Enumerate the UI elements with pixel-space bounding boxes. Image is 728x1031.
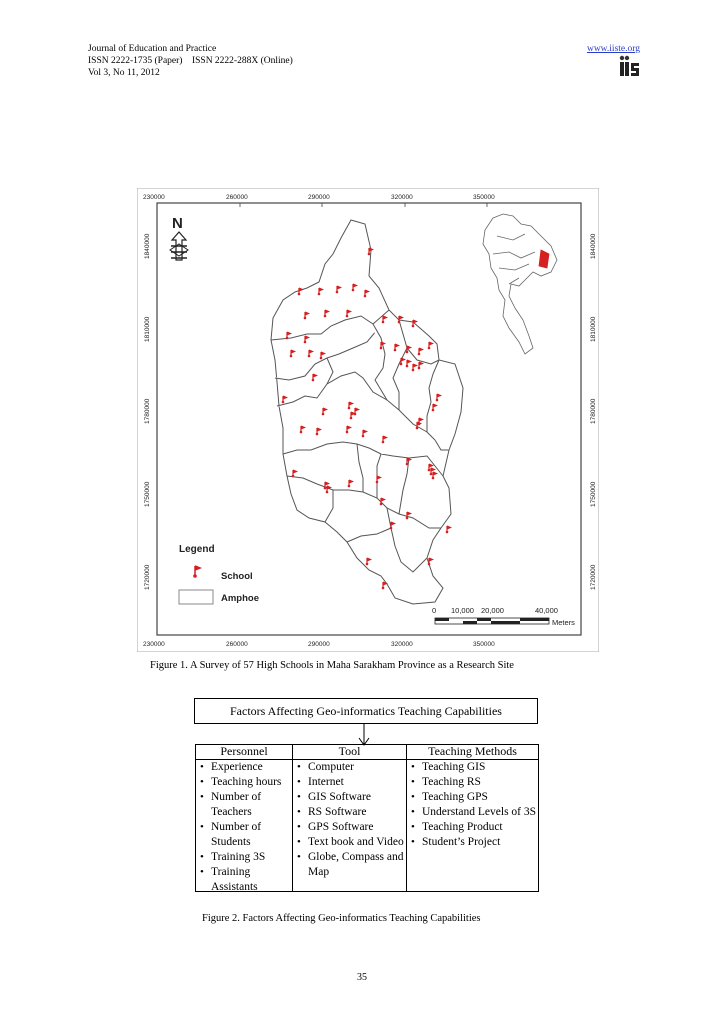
y-tick-label: 1840000 [590,233,597,259]
list-item: • Experience [198,760,292,775]
website-link[interactable]: www.iiste.org [586,44,640,54]
list-item: • Globe, Compass and Map [295,850,406,880]
y-tick-label: 1750000 [590,481,597,507]
down-arrow-icon [357,724,371,746]
list-item: • Text book and Video [295,835,406,850]
column-heading: Personnel [196,745,292,760]
list-item: • Number of Students [198,820,292,850]
x-tick-label: 260000 [226,641,248,648]
svg-text:20,000: 20,000 [481,606,504,615]
iiste-logo [617,55,641,77]
list-item: • Teaching RS [409,775,538,790]
x-tick-label: 350000 [473,194,495,201]
list-item: • GIS Software [295,790,406,805]
x-tick-label: 230000 [143,641,165,648]
factors-table [195,744,539,892]
list-item: • Training Assistants [198,865,292,895]
svg-text:Amphoe: Amphoe [221,593,259,604]
list-item: • RS Software [295,805,406,820]
svg-text:10,000: 10,000 [451,606,474,615]
list-item: • Teaching GIS [409,760,538,775]
figure-2-caption: Figure 2. Factors Affecting Geo-informatics Teaching Capabilities [202,913,481,924]
personnel-column [196,745,292,891]
volume-line: Vol 3, No 11, 2012 [88,68,160,78]
legend-amphoe-swatch [179,590,213,604]
list-item: • Training 3S [198,850,292,865]
svg-text:40,000: 40,000 [535,606,558,615]
x-tick-label: 320000 [391,641,413,648]
tool-column [292,745,406,891]
x-tick-label: 290000 [308,641,330,648]
svg-text:N: N [172,215,183,232]
x-tick-label: 290000 [308,194,330,201]
column-heading: Teaching Methods [407,745,538,760]
list-item: • Teaching hours [198,775,292,790]
list-item: • GPS Software [295,820,406,835]
teaching-methods-column [406,745,538,891]
y-tick-label: 1720000 [590,564,597,590]
y-tick-label: 1840000 [144,233,151,259]
list-item: • Number of Teachers [198,790,292,820]
y-tick-label: 1810000 [590,316,597,342]
y-tick-label: 1780000 [590,398,597,424]
list-item: • Teaching GPS [409,790,538,805]
x-tick-label: 230000 [143,194,165,201]
page-number: 35 [357,972,367,983]
list-item: • Student’s Project [409,835,538,850]
figure-1-caption: Figure 1. A Survey of 57 High Schools in Maha Sarakham Province as a Research Site [150,660,514,671]
list-item: • Computer [295,760,406,775]
svg-text:Legend: Legend [179,544,215,555]
journal-name: Journal of Education and Practice [88,44,217,54]
figure-2-title-box: Factors Affecting Geo-informatics Teaching Capabilities [194,698,538,724]
svg-text:0: 0 [432,606,437,615]
svg-text:Meters: Meters [552,618,575,627]
figure-1-map [137,188,599,652]
y-tick-label: 1750000 [144,481,151,507]
x-tick-label: 350000 [473,641,495,648]
list-item: • Internet [295,775,406,790]
y-tick-label: 1720000 [144,564,151,590]
journal-header [88,43,293,79]
y-tick-label: 1780000 [144,398,151,424]
list-item: • Teaching Product [409,820,538,835]
column-heading: Tool [293,745,406,760]
svg-text:School: School [221,571,253,582]
y-tick-label: 1810000 [144,316,151,342]
x-tick-label: 260000 [226,194,248,201]
x-tick-label: 320000 [391,194,413,201]
issn-line: ISSN 2222-1735 (Paper) ISSN 2222-288X (Online) [88,56,293,66]
list-item: • Understand Levels of 3S [409,805,538,820]
